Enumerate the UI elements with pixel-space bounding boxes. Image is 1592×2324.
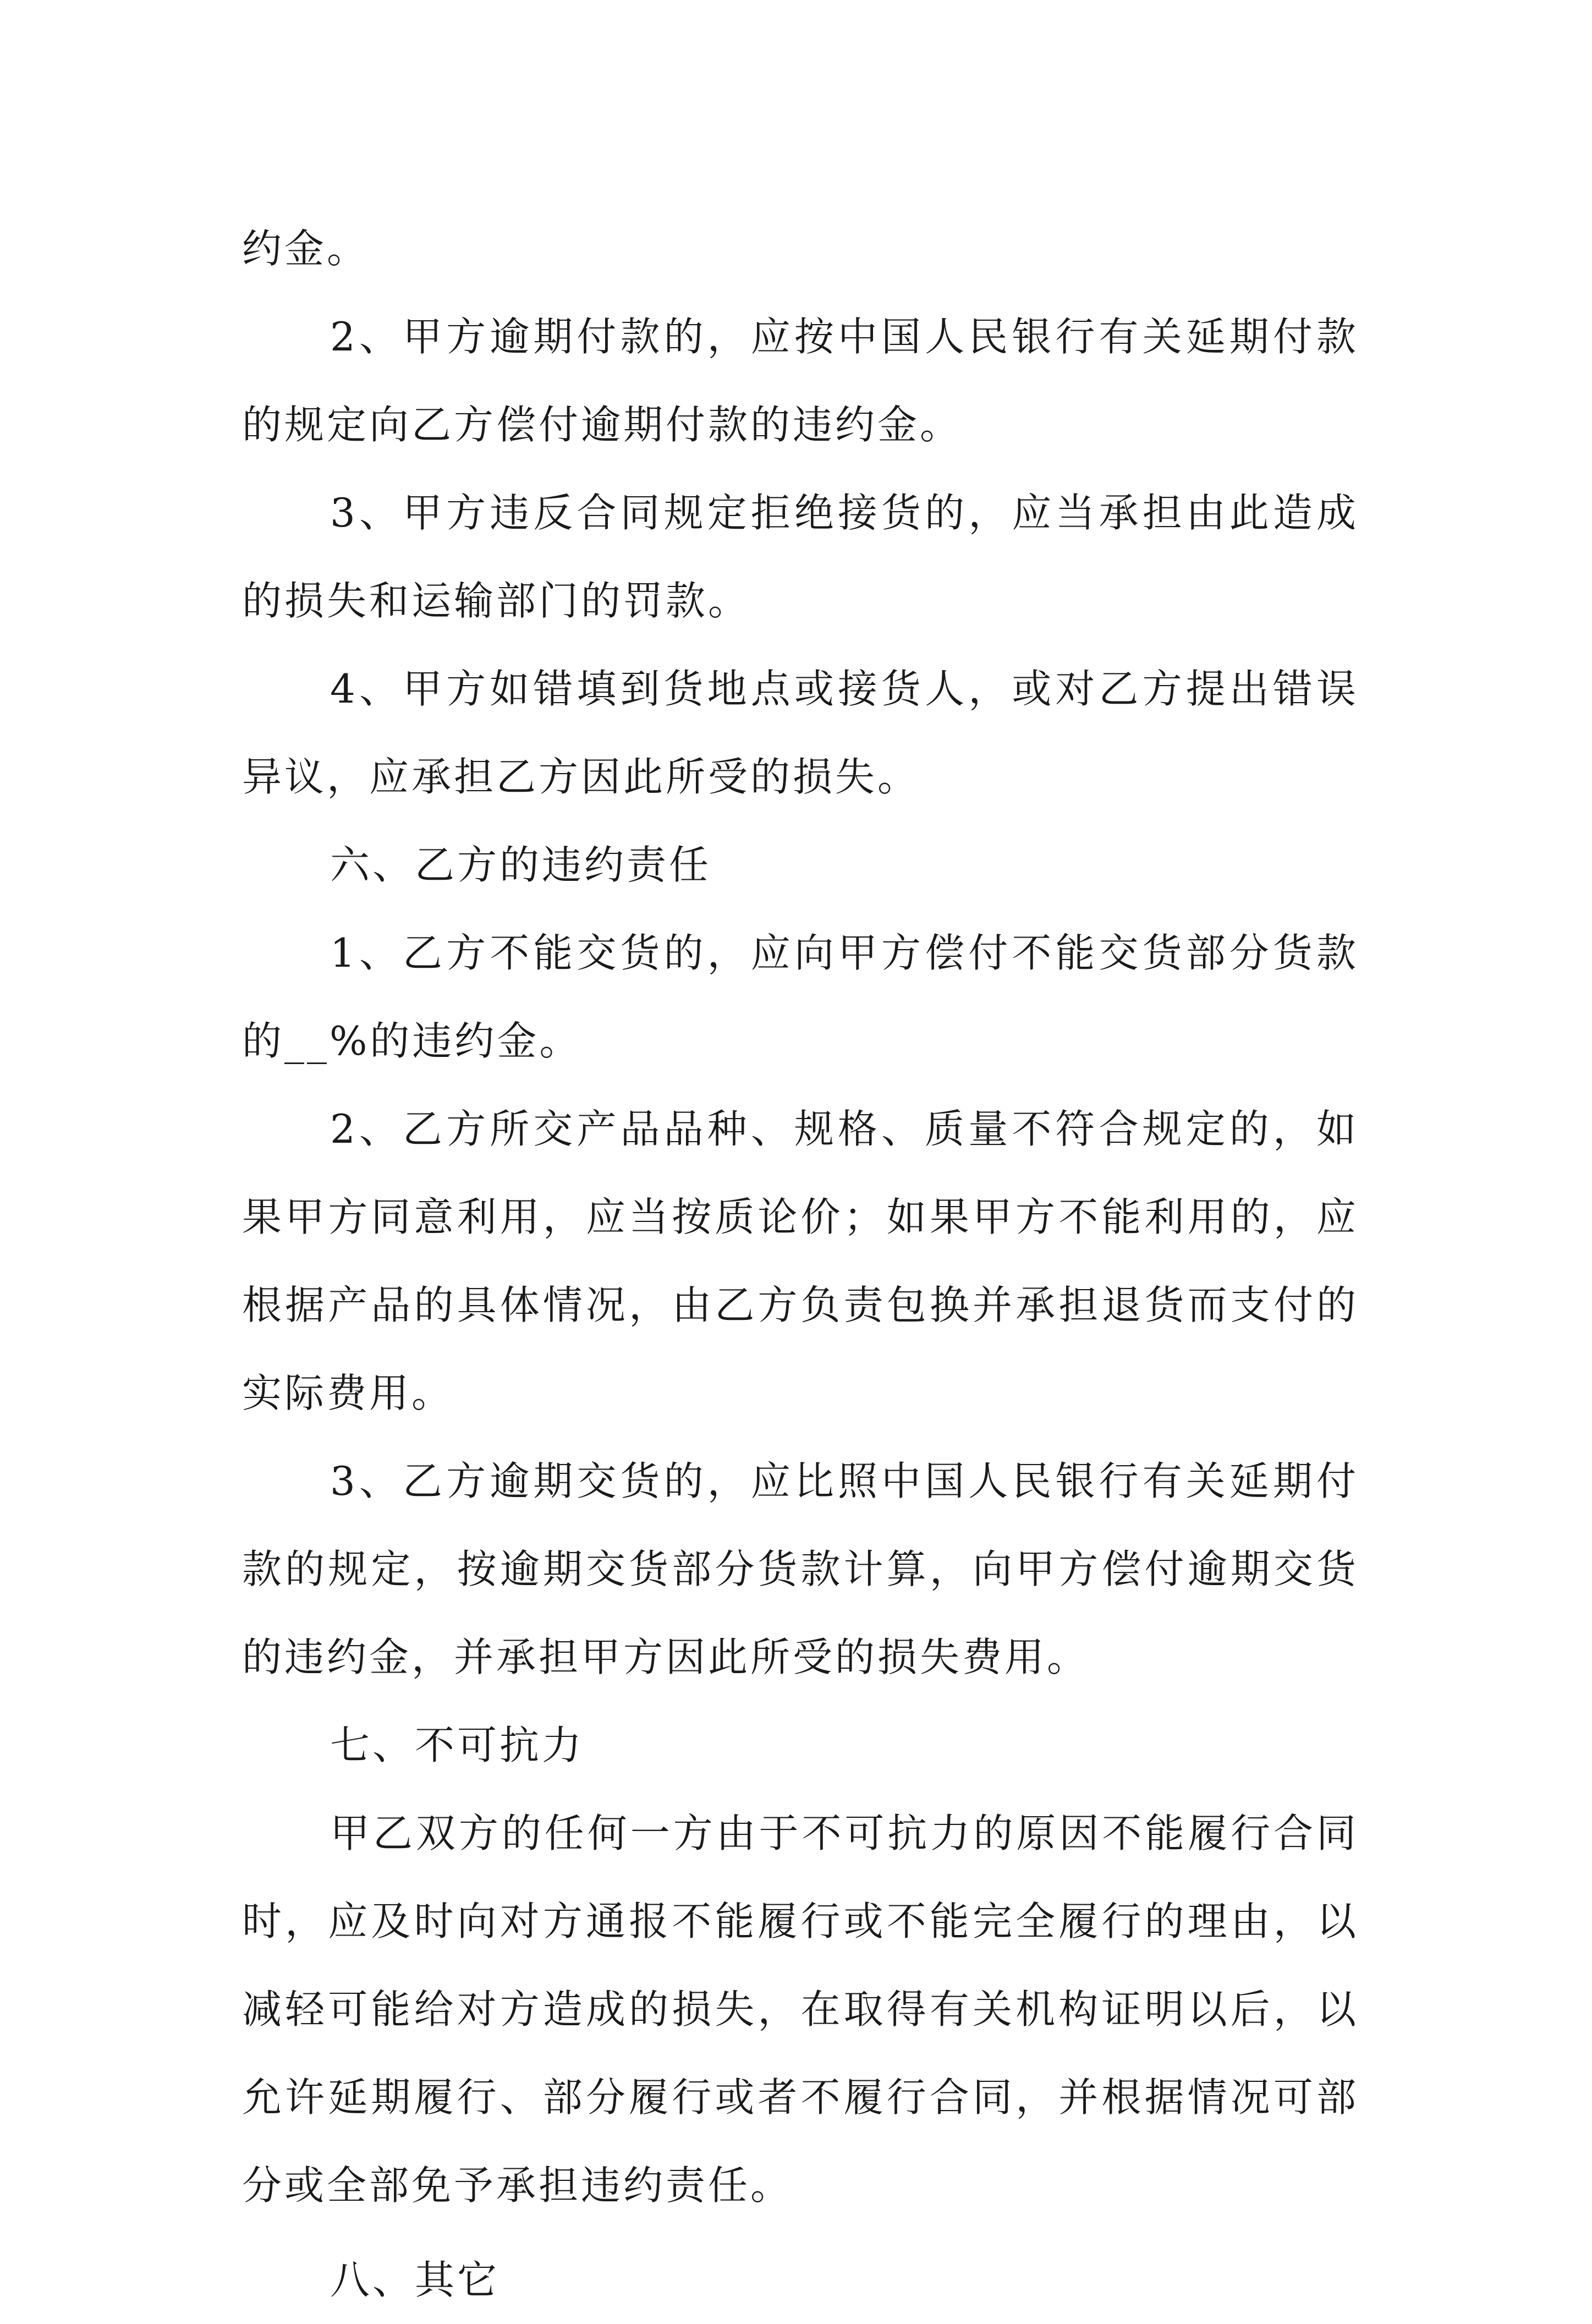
paragraph-clause-6-3: 3、乙方逾期交货的，应比照中国人民银行有关延期付款的规定，按逾期交货部分货款计算，向甲方偿付逾期交货的违约金，并承担甲方因此所受的损失费用。 <box>242 1458 1359 1680</box>
section-heading-7: 七、不可抗力 <box>330 1722 585 1768</box>
section-heading-8: 八、其它 <box>330 2257 500 2303</box>
paragraph-clause-5-4: 4、甲方如错填到货地点或接货人，或对乙方提出错误异议，应承担乙方因此所受的损失。 <box>242 666 1359 800</box>
paragraph-clause-6-2: 2、乙方所交产品品种、规格、质量不符合规定的，如果甲方同意利用，应当按质论价；如果甲方不能利用的，应根据产品的具体情况，由乙方负责包换并承担退货而支付的实际费用。 <box>242 1106 1359 1416</box>
paragraph-clause-5-2: 2、甲方逾期付款的，应按中国人民银行有关延期付款的规定向乙方偿付逾期付款的违约金。 <box>242 314 1359 448</box>
paragraph-clause-5-3: 3、甲方违反合同规定拒绝接货的，应当承担由此造成的损失和运输部门的罚款。 <box>242 490 1359 624</box>
document-body <box>242 205 1359 2324</box>
paragraph-continuation: 约金。 <box>242 226 370 272</box>
section-heading-6: 六、乙方的违约责任 <box>330 842 712 888</box>
paragraph-force-majeure: 甲乙双方的任何一方由于不可抗力的原因不能履行合同时，应及时向对方通报不能履行或不能完全履行的理由，以减轻可能给对方造成的损失，在取得有关机构证明以后，以允许延期履行、部分履行或者不履行合同，并根据情况可部分或全部免予承担违约责任。 <box>242 1810 1359 2208</box>
paragraph-clause-6-1: 1、乙方不能交货的，应向甲方偿付不能交货部分货款的__%的违约金。 <box>242 930 1359 1064</box>
